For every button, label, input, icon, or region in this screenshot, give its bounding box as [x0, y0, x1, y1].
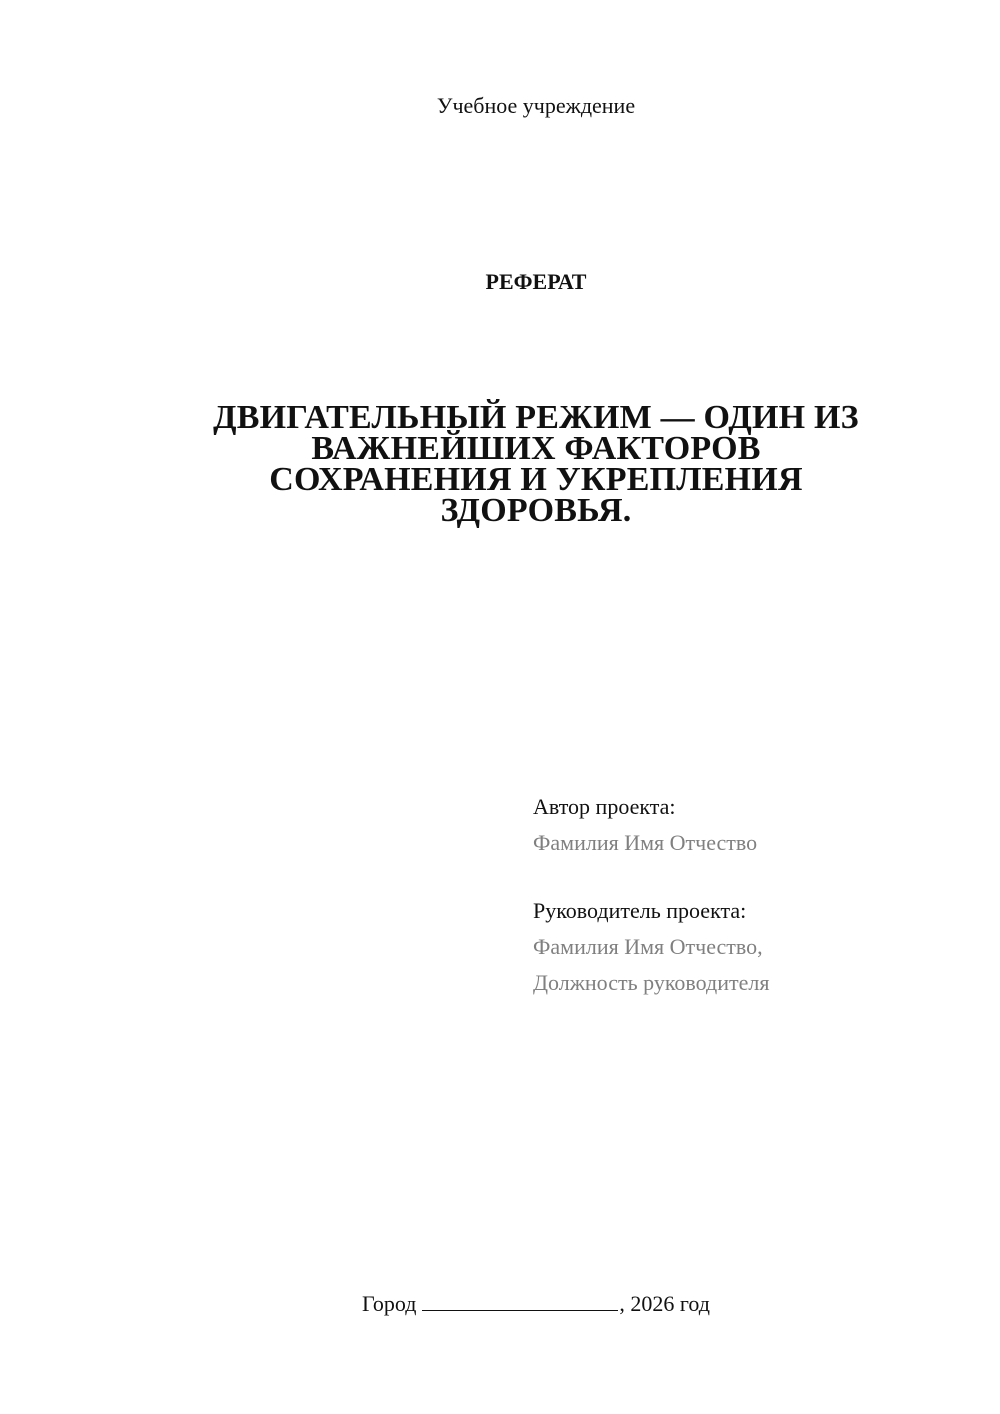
year-text: , 2026 год	[619, 1291, 710, 1316]
author-label: Автор проекта:	[533, 794, 676, 819]
supervisor-position: Должность руководителя	[533, 970, 770, 995]
city-blank-line	[422, 1290, 618, 1311]
document-type: РЕФЕРАТ	[485, 269, 587, 294]
document-title	[150, 399, 922, 529]
title-line: СОХРАНЕНИЯ И УКРЕПЛЕНИЯ	[269, 461, 803, 498]
institution-name: Учебное учреждение	[436, 93, 636, 118]
title-line: ЗДОРОВЬЯ.	[440, 492, 632, 529]
supervisor-name: Фамилия Имя Отчество,	[533, 934, 763, 959]
city-label: Город	[362, 1291, 417, 1316]
footer-city-year	[0, 1290, 1000, 1318]
supervisor-block	[533, 893, 973, 1001]
title-line: ВАЖНЕЙШИХ ФАКТОРОВ	[311, 430, 761, 467]
author-block	[533, 789, 973, 861]
title-line: ДВИГАТЕЛЬНЫЙ РЕЖИМ — ОДИН ИЗ	[213, 399, 859, 436]
supervisor-label: Руководитель проекта:	[533, 898, 747, 923]
author-name: Фамилия Имя Отчество	[533, 830, 758, 855]
